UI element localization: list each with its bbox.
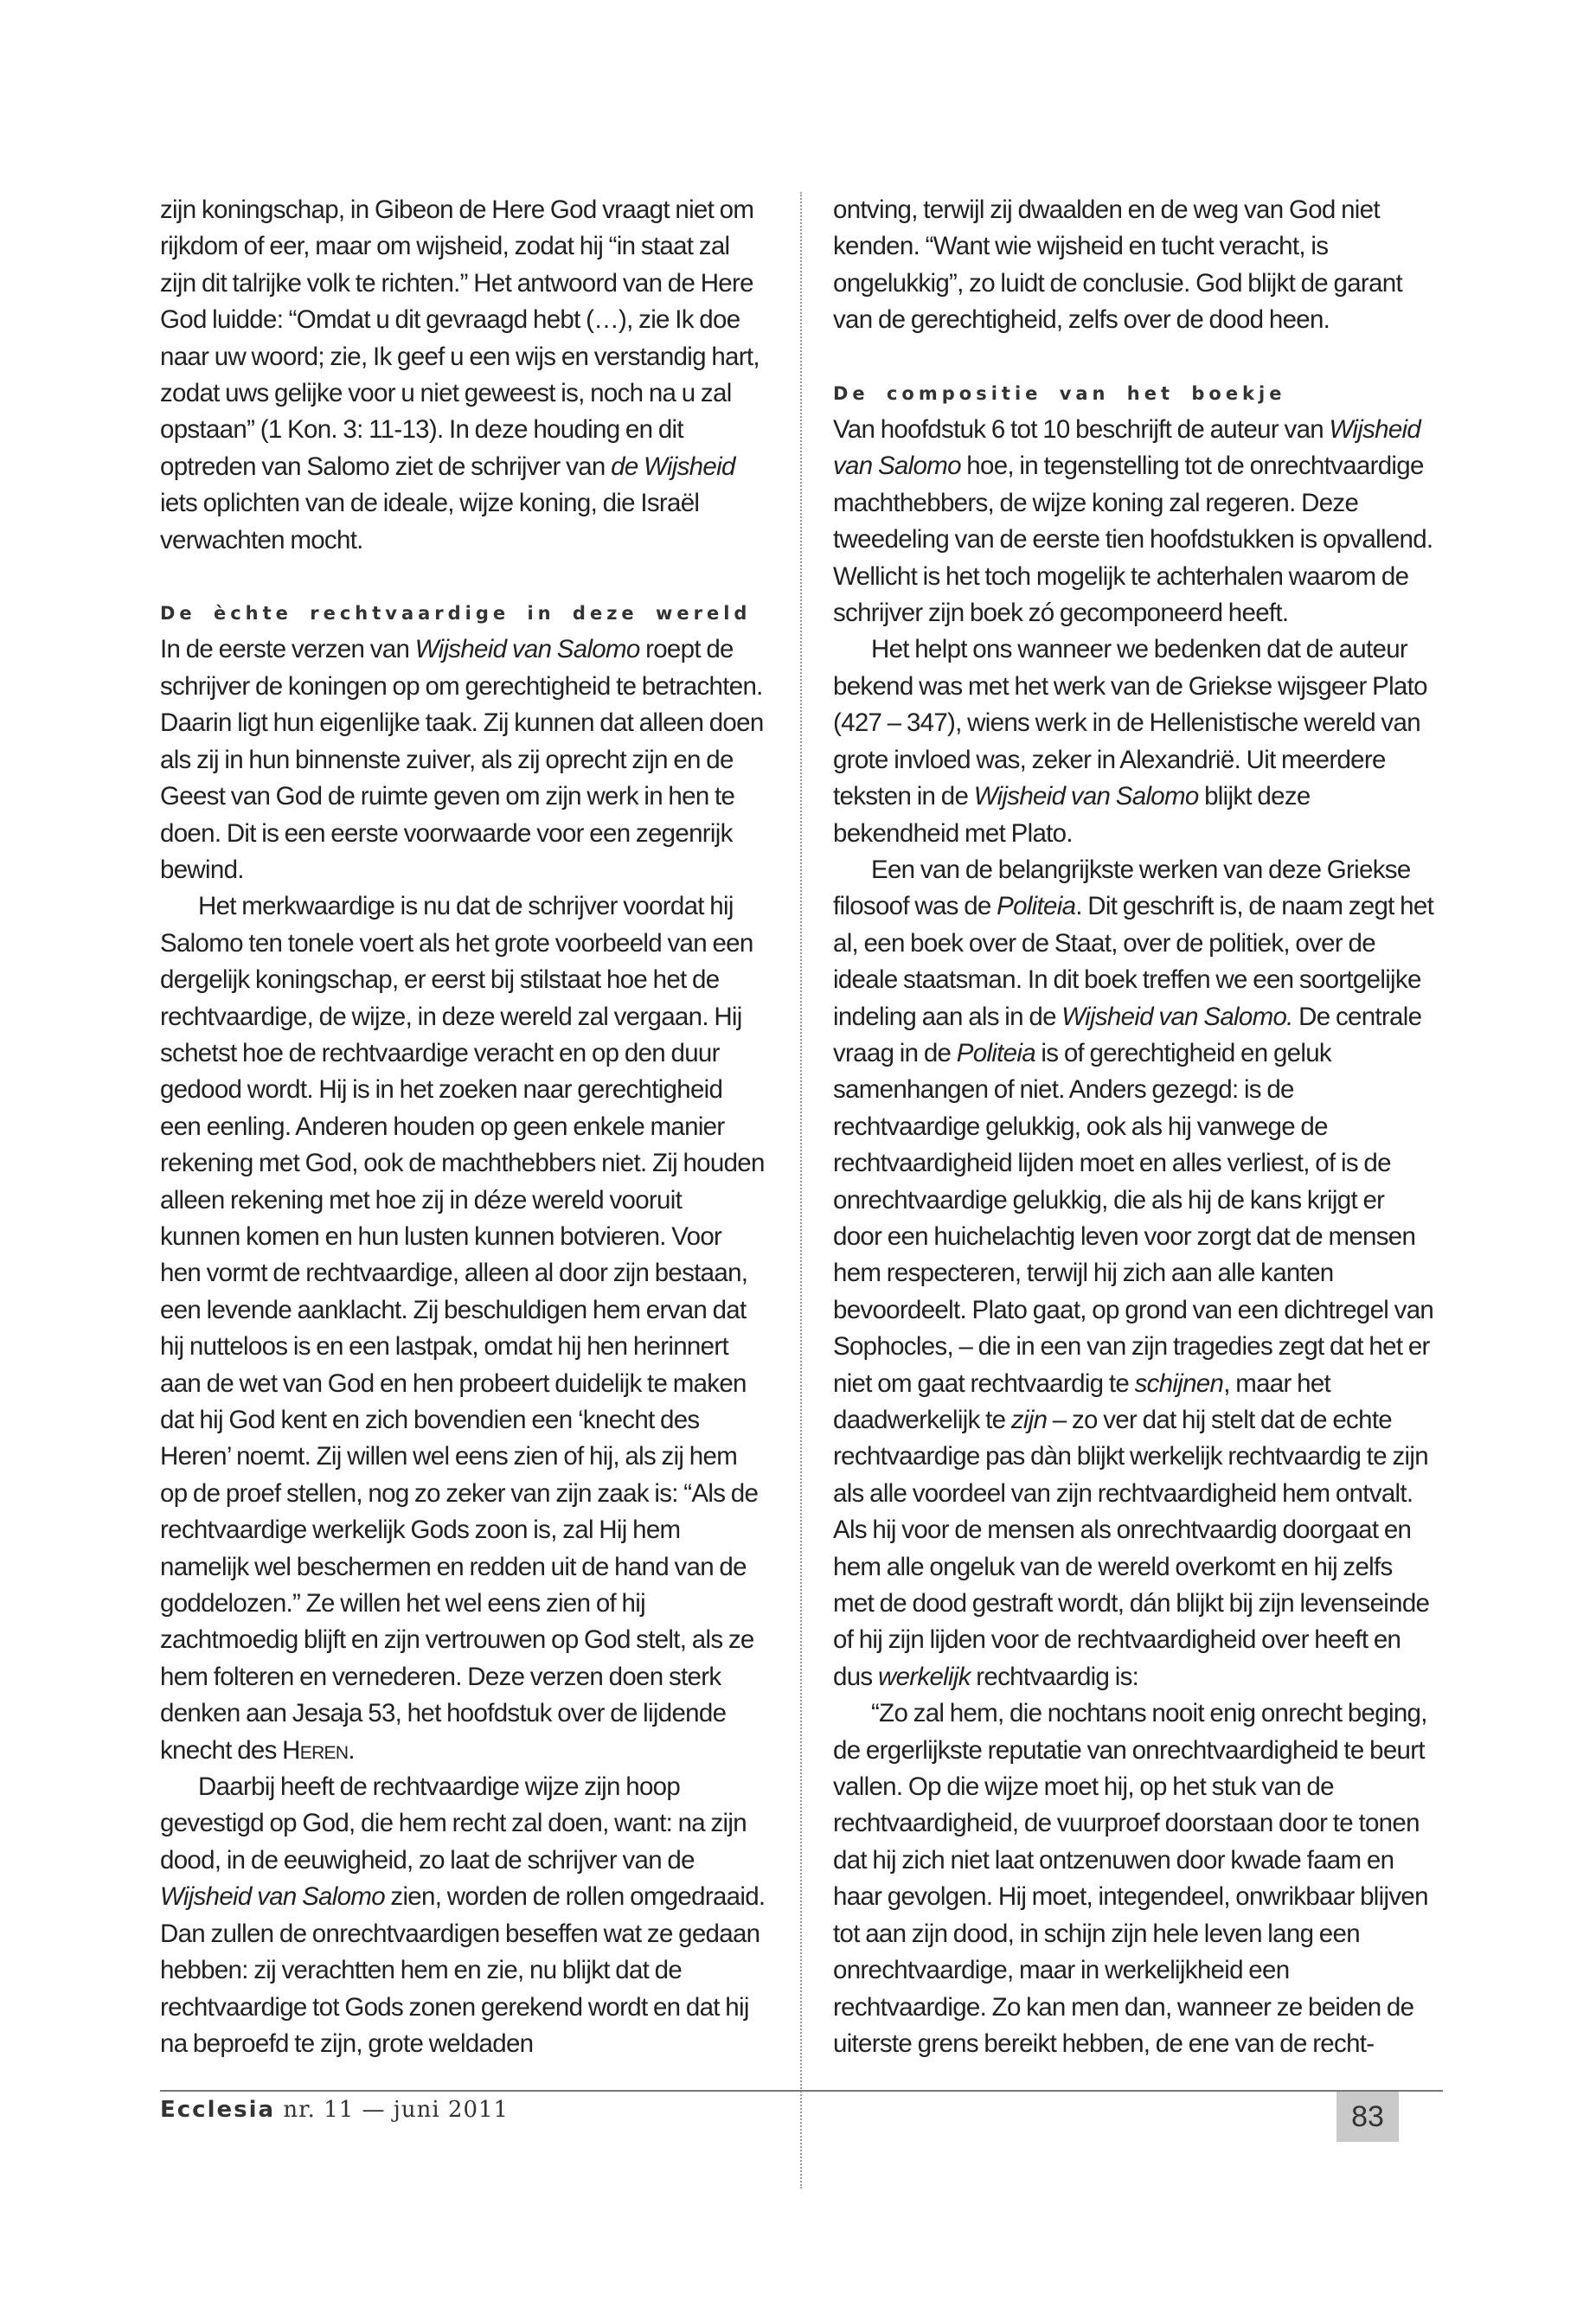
italic-title: Wijsheid van Salomo	[414, 635, 640, 664]
paragraph-text: Van hoofdstuk 6 tot 10 beschrijft de auteur van	[833, 415, 1330, 445]
paragraph-text: De centrale vraag in de	[833, 1002, 1422, 1067]
paragraph-text: rechtvaardig is:	[970, 1662, 1139, 1691]
paragraph	[833, 852, 1439, 1695]
paragraph	[833, 631, 1439, 851]
paragraph-text: Het helpt ons wanneer we bedenken dat de auteur bekend was met het werk van de Griekse wijsgeer Plato (427 – 347), wiens werk in de Hellenistische wereld van grote invloed was, zeker in Alexandrië. Uit meerdere teksten in de	[833, 635, 1427, 811]
italic-word: zijn	[1010, 1406, 1048, 1434]
paragraph-text: is of gerechtigheid en geluk samenhangen of niet. Anders gezegd: is de rechtvaardige gelukkig, ook als hij vanwege de rechtvaardigheid lijden moet en alles verliest, of is de onrechtvaardige gelukkig, die als hij de kans krijgt er door een huichelachtig leven voor zorgt dat de mensen hem respecteren, terwijl hij zich aan alle kanten bevoordeelt. Plato gaat, op grond van een dichtregel van Sophocles, – die in een van zijn tragedies zegt dat het er niet om gaat rechtvaardig te	[833, 1038, 1434, 1398]
section-heading: De èchte rechtvaardige in deze wereld	[160, 603, 752, 625]
paragraph-text: In de eerste verzen van	[160, 635, 415, 664]
paragraph	[160, 631, 766, 888]
page-number: 83	[1336, 2092, 1399, 2142]
paragraph	[833, 192, 1439, 339]
left-column	[160, 192, 766, 2062]
italic-title: de Wijsheid	[611, 452, 735, 481]
paragraph-text: Daarbij heeft de rechtvaardige wijze zijn hoop gevestigd op God, die hem recht zal doen, want: na zijn dood, in de eeuwigheid, zo laat de schrijver van de	[160, 1772, 747, 1875]
footer-rule	[160, 2090, 1443, 2092]
italic-title: Wijsheid van Salomo	[973, 782, 1199, 811]
column-divider	[800, 192, 802, 2189]
quote-paragraph	[833, 1695, 1439, 2062]
paragraph-text: iets oplichten van de ideale, wijze koning, die Israël verwachten mocht.	[160, 489, 700, 554]
paragraph-text: .	[348, 1735, 355, 1765]
paragraph	[160, 1769, 766, 2062]
paragraph-text: Een van de belangrijkste werken van deze Griekse filosoof was de	[833, 855, 1411, 921]
right-column	[833, 192, 1439, 2062]
paragraph-text: blijkt deze bekendheid met Plato.	[833, 782, 1311, 848]
paragraph-text: “Zo zal hem, die nochtans nooit enig onrecht beging, de ergerlijkste reputatie van onrechtvaardigheid te beurt vallen. Op die wijze moet hij, op het stuk van de rechtvaardigheid, de vuurproef doorstaan door te tonen dat hij zich niet laat ontzenuwen door kwade faam en haar gevolgen. Hij moet, integendeel, onwrikbaar blijven tot aan zijn dood, in schijn zijn hele leven lang een onrechtvaardige, maar in werkelijkheid een rechtvaardige. Zo kan men dan, wanneer ze beiden de uiterste grens bereikt hebben, de ene van de recht-	[833, 1699, 1428, 2058]
italic-title: Wijsheid van Salomo	[833, 415, 1421, 481]
magazine-name: Ecclesia	[160, 2097, 276, 2123]
paragraph	[160, 192, 766, 559]
paragraph-text: ontving, terwijl zij dwaalden en de weg van God niet kenden. “Want wie wijsheid en tucht veracht, is ongelukkig”, zo luidt de conclusie. God blijkt de garant van de gerechtigheid, zelfs over de dood heen.	[833, 195, 1402, 335]
paragraph-text: . Dit geschrift is, de naam zegt het al, een boek over de Staat, over de politiek, over de ideale staatsman. In dit boek treffen we een soortgelijke indeling aan als in de	[833, 892, 1434, 1031]
paragraph-text: hoe, in tegenstelling tot de onrechtvaardige machthebbers, de wijze koning zal regeren. Deze tweedeling van de eerste tien hoofdstukken is opvallend. Wellicht is het toch mogelijk te achterhalen waarom de schrijver zijn boek zó gecomponeerd heeft.	[833, 452, 1433, 628]
italic-title: Wijsheid van Salomo	[160, 1882, 385, 1912]
italic-word: schijnen	[1134, 1368, 1224, 1398]
italic-title: Politeia	[956, 1038, 1035, 1067]
italic-word: werkelijk	[877, 1662, 971, 1691]
italic-title: Wijsheid van Salomo.	[1061, 1002, 1293, 1031]
paragraph-text: zijn koningschap, in Gibeon de Here God vraagt niet om rijkdom of eer, maar om wijsheid, zodat hij “in staat zal zijn dit talrijke volk te richten.” Het antwoord van de Here God luidde: “Omdat u dit gevraagd hebt (…), zie Ik doe naar uw woord; zie, Ik geef u een wijs en verstandig hart, zodat uws gelijke voor u niet geweest is, noch na u zal opstaan” (1 Kon. 3: 11-13). In deze houding en dit optreden van Salomo ziet de schrijver van	[160, 195, 760, 481]
paragraph-text: Het merkwaardige is nu dat de schrijver voordat hij Salomo ten tonele voert als het grote voorbeeld van een dergelijk koningschap, er eerst bij stilstaat hoe het de rechtvaardige, de wijze, in deze wereld zal vergaan. Hij schetst hoe de rechtvaardige veracht en op den duur gedood wordt. Hij is in het zoeken naar gerechtigheid een eenling. Anderen houden op geen enkele manier rekening met God, ook de machthebbers niet. Zij houden alleen rekening met hoe zij in déze wereld vooruit kunnen komen en hun lusten kunnen botvieren. Voor hen vormt de rechtvaardige, alleen al door zijn bestaan, een levende aanklacht. Zij beschuldigen hem ervan dat hij nutteloos is en een lastpak, omdat hij hen herinnert aan de wet van God en hen probeert duidelijk te maken dat hij God kent en zich bovendien een ‘knecht des Heren’ noemt. Zij willen wel eens zien of hij, als zij hem op de proef stellen, nog zo zeker van zijn zaak is: “Als de rechtvaardige werkelijk Gods zoon is, zal Hij hem namelijk wel beschermen en redden uit de hand van de goddelozen.” Ze willen het wel eens zien of hij zachtmoedig blijft en zijn vertrouwen op God stelt, als ze hem folteren en vernederen. Deze verzen doen sterk denken aan Jesaja 53, het hoofdstuk over de lijdende knecht des	[160, 892, 765, 1765]
paragraph-text: zien, worden de rollen omgedraaid. Dan zullen de onrechtvaardigen beseffen wat ze gedaan hebben: zij verachtten hem en zie, nu blijkt dat de rechtvaardige tot Gods zonen gerekend wordt en dat hij na beproefd te zijn, grote weldaden	[160, 1882, 766, 2058]
paragraph-text: , maar het daadwerkelijk te	[833, 1368, 1331, 1434]
small-caps-word: Heren	[282, 1735, 349, 1765]
paragraph	[160, 888, 766, 1769]
footer-issue-line	[160, 2097, 509, 2123]
paragraph-text: – zo ver dat hij stelt dat de echte rechtvaardige pas dàn blijkt werkelijk rechtvaardig te zijn als alle voordeel van zijn rechtvaardigheid hem ontvalt. Als hij voor de mensen als onrechtvaardig doorgaat en hem alle ongeluk van de wereld overkomt en hij zelfs met de dood gestraft wordt, dán blijkt bij zijn levenseinde of hij zijn lijden voor de rechtvaardigheid over heeft en dus	[833, 1406, 1430, 1691]
paragraph-text: roept de schrijver de koningen op om gerechtigheid te betrachten. Daarin ligt hun eigenlijke taak. Zij kunnen dat alleen doen als zij in hun binnenste zuiver, als zij oprecht zijn en de Geest van God de ruimte geven om zijn werk in hen te doen. Dit is een eerste voorwaarde voor een zegenrijk bewind.	[160, 635, 764, 884]
paragraph	[833, 412, 1439, 631]
issue-info: nr. 11 — juni 2011	[283, 2097, 510, 2123]
italic-title: Politeia	[997, 892, 1076, 921]
section-heading: De compositie van het boekje	[833, 382, 1286, 404]
